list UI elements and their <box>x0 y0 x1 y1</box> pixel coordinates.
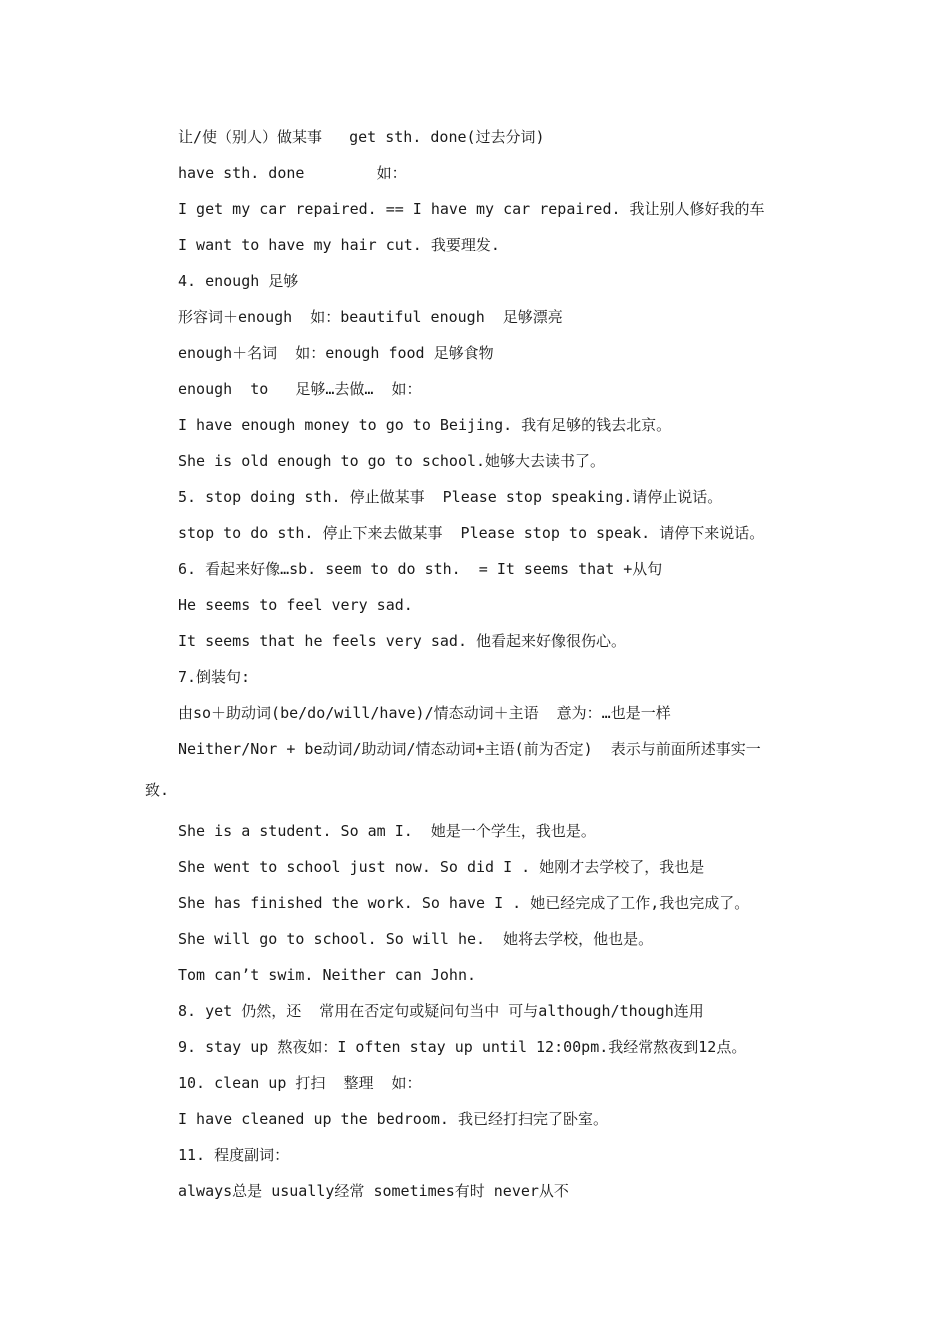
text-line: She went to school just now. So did I . 她刚才去学校了，我也是 <box>178 858 705 876</box>
text-line: I have cleaned up the bedroom. 我已经打扫完了卧室。 <box>178 1110 608 1128</box>
text-line: always总是 usually经常 sometimes有时 never从不 <box>178 1182 569 1200</box>
text-line: She is a student. So am I. 她是一个学生，我也是。 <box>178 822 596 840</box>
section-heading-enough: 4. enough 足够 <box>178 272 299 290</box>
text-line: 形容词＋enough 如：beautiful enough 足够漂亮 <box>178 308 563 326</box>
text-line: 让/使（别人）做某事 get sth. done(过去分词) <box>178 128 545 146</box>
section-heading-seem: 6. 看起来好像…sb. seem to do sth. = It seems that +从句 <box>178 560 663 578</box>
text-line: I want to have my hair cut. 我要理发. <box>178 236 500 254</box>
text-line: stop to do sth. 停止下来去做某事 Please stop to speak. 请停下来说话。 <box>178 524 765 542</box>
text-line: She has finished the work. So have I . 她已经完成了工作,我也完成了。 <box>178 894 750 912</box>
section-heading-stop: 5. stop doing sth. 停止做某事 Please stop speaking.请停止说话。 <box>178 488 723 506</box>
section-heading-stay-up: 9. stay up 熬夜如：I often stay up until 12:00pm.我经常熬夜到12点。 <box>178 1038 747 1056</box>
section-heading-adverbs: 11. 程度副词： <box>178 1146 290 1164</box>
text-line: She is old enough to go to school.她够大去读书了。 <box>178 452 606 470</box>
text-line: enough＋名词 如：enough food 足够食物 <box>178 344 494 362</box>
text-line: She will go to school. So will he. 她将去学校，他也是。 <box>178 930 654 948</box>
section-heading-inversion: 7.倒装句: <box>178 668 251 686</box>
text-line: Tom can’t swim. Neither can John. <box>178 966 477 984</box>
section-heading-yet: 8. yet 仍然，还 常用在否定句或疑问句当中 可与although/though连用 <box>178 1002 704 1020</box>
text-line: 由so＋助动词(be/do/will/have)/情态动词＋主语 意为：…也是一样 <box>178 704 671 722</box>
text-line: I have enough money to go to Beijing. 我有足够的钱去北京。 <box>178 416 672 434</box>
text-line: enough to 足够…去做… 如： <box>178 380 422 398</box>
text-line: Neither/Nor + be动词/助动词/情态动词+主语(前为否定) 表示与前面所述事实一 <box>178 740 761 758</box>
section-heading-clean-up: 10. clean up 打扫 整理 如： <box>178 1074 422 1092</box>
text-line: I get my car repaired. == I have my car repaired. 我让别人修好我的车 <box>178 200 765 218</box>
text-line: have sth. done 如： <box>178 164 407 182</box>
document-body <box>145 119 815 1209</box>
text-line: It seems that he feels very sad. 他看起来好像很伤心。 <box>178 632 627 650</box>
text-line-continuation: 致. <box>145 781 170 799</box>
text-line: He seems to feel very sad. <box>178 596 413 614</box>
